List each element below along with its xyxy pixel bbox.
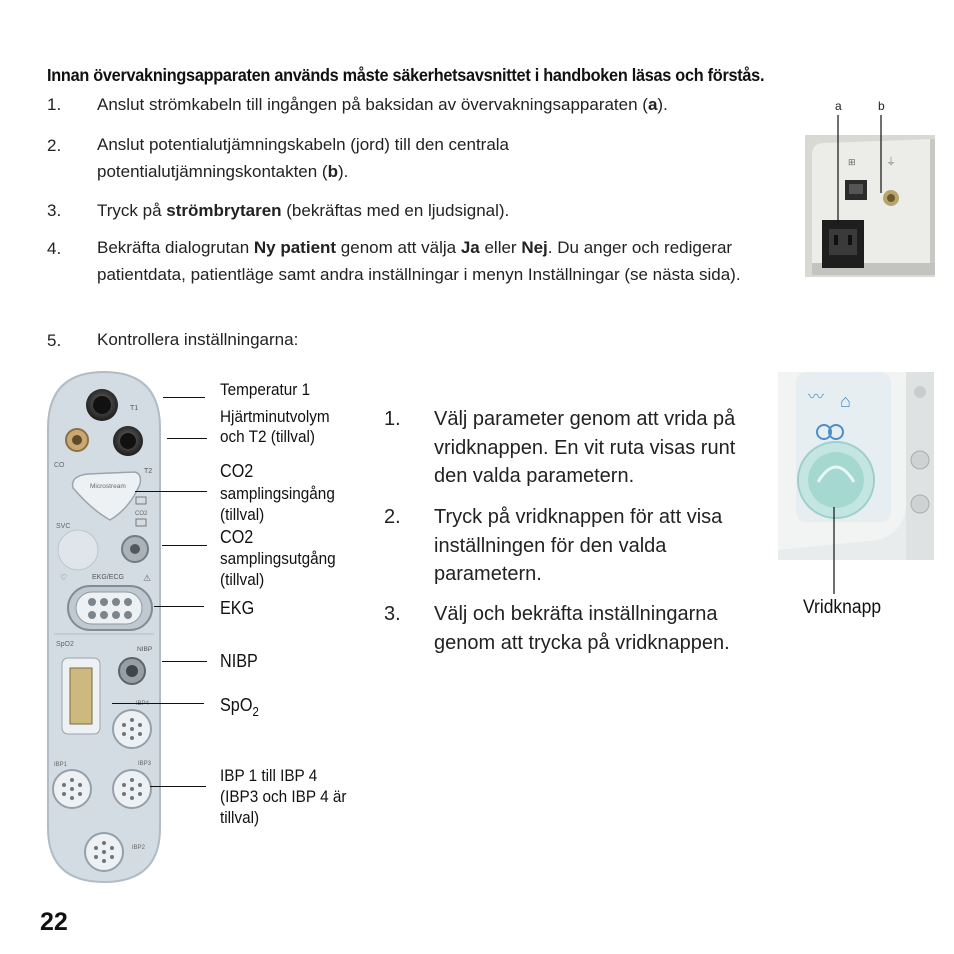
svg-text:T1: T1 [130,405,139,412]
svg-text:EKG/ECG: EKG/ECG [92,574,124,581]
right-step-number: 2. [384,506,401,528]
label-co2-out-title: CO2 [220,527,254,547]
svg-text:NIBP: NIBP [137,646,153,653]
leader-line [135,491,207,492]
label-co2-in-title: CO2 [220,461,254,481]
step-text: Bekräfta dialogrutan Ny patient genom att välja Ja eller Nej. Du anger och redigerar patientdata, patientläge samt andra inställningar i menyn Inställningar (se nästa sida). [97,238,741,284]
svg-text:IBP4: IBP4 [136,701,150,707]
step-number: 2. [47,136,62,155]
rotary-knob-photo [778,372,934,602]
step-number: 5. [47,331,62,350]
svg-text:⊞: ⊞ [848,157,856,167]
step-number: 3. [47,201,62,220]
step-number: 1. [47,95,62,114]
step-text: Anslut strömkabeln till ingången på baksidan av övervakningsapparaten (a). [97,95,668,114]
svg-text:IBP1: IBP1 [54,762,68,768]
step-number: 4. [47,239,62,258]
label-b: b [878,99,885,113]
label-a: a [835,99,842,113]
leader-line [162,661,207,662]
svg-text:♡: ♡ [60,573,68,582]
right-step-number: 3. [384,603,401,625]
right-step-number: 1. [384,408,401,430]
right-step-text: Tryck på vridknappen för att visa inställningen för den valda parametern. [434,506,723,585]
svg-text:IBP2: IBP2 [132,845,146,851]
leader-line [162,545,207,546]
label-co2-out: samplingsutgång (tillval) [220,549,336,589]
right-step-text: Välj och bekräfta inställningarna genom att trycka på vridknappen. [434,603,730,654]
right-step-text: Välj parameter genom att vrida på vridknappen. En vit ruta visas runt den valda parametern. [434,408,736,487]
knob-label: Vridknapp [803,597,882,618]
svg-text:⌂: ⌂ [840,391,851,411]
label-co2-in: samplingsingång (tillval) [220,484,335,524]
svg-text:CO2: CO2 [135,511,148,517]
svg-text:⏚: ⏚ [886,157,896,168]
label-spo2: SpO$_2$ [220,695,259,719]
svg-text:IBP3: IBP3 [138,761,152,767]
connector-panel [40,368,170,888]
step-text: Tryck på strömbrytaren (bekräftas med en ljudsignal). [97,201,510,220]
svg-text:SpO2: SpO2 [56,641,74,648]
leader-line [150,786,206,787]
label-ibp: IBP 1 till IBP 4 (IBP3 och IBP 4 är tillval) [220,766,347,827]
svg-text:T2: T2 [144,468,153,475]
step-text: Anslut potentialutjämningskabeln (jord) till den centrala potentialutjämningskontakten (b). [97,135,510,181]
label-ekg: EKG [220,598,255,618]
svg-text:⚠: ⚠ [143,573,152,583]
label-temperature-1: Temperatur 1 [220,380,311,399]
page-heading: Innan övervakningsapparaten används måste säkerhetsavsnittet i handboken läsas och förstås. [47,65,765,85]
svg-text:〰: 〰 [808,389,825,406]
leader-line [154,606,204,607]
leader-line [163,397,205,398]
rear-connector-photo [800,95,935,277]
leader-line [167,438,207,439]
svg-text:Microstream: Microstream [90,483,126,490]
label-cardiac-output: Hjärtminutvolym och T2 (tillval) [220,407,330,446]
svg-text:SVC: SVC [56,523,71,530]
leader-line [112,703,204,704]
label-nibp: NIBP [220,651,258,671]
svg-text:CO: CO [54,462,65,469]
page-number: 22 [40,908,68,936]
step-text: Kontrollera inställningarna: [97,330,299,349]
